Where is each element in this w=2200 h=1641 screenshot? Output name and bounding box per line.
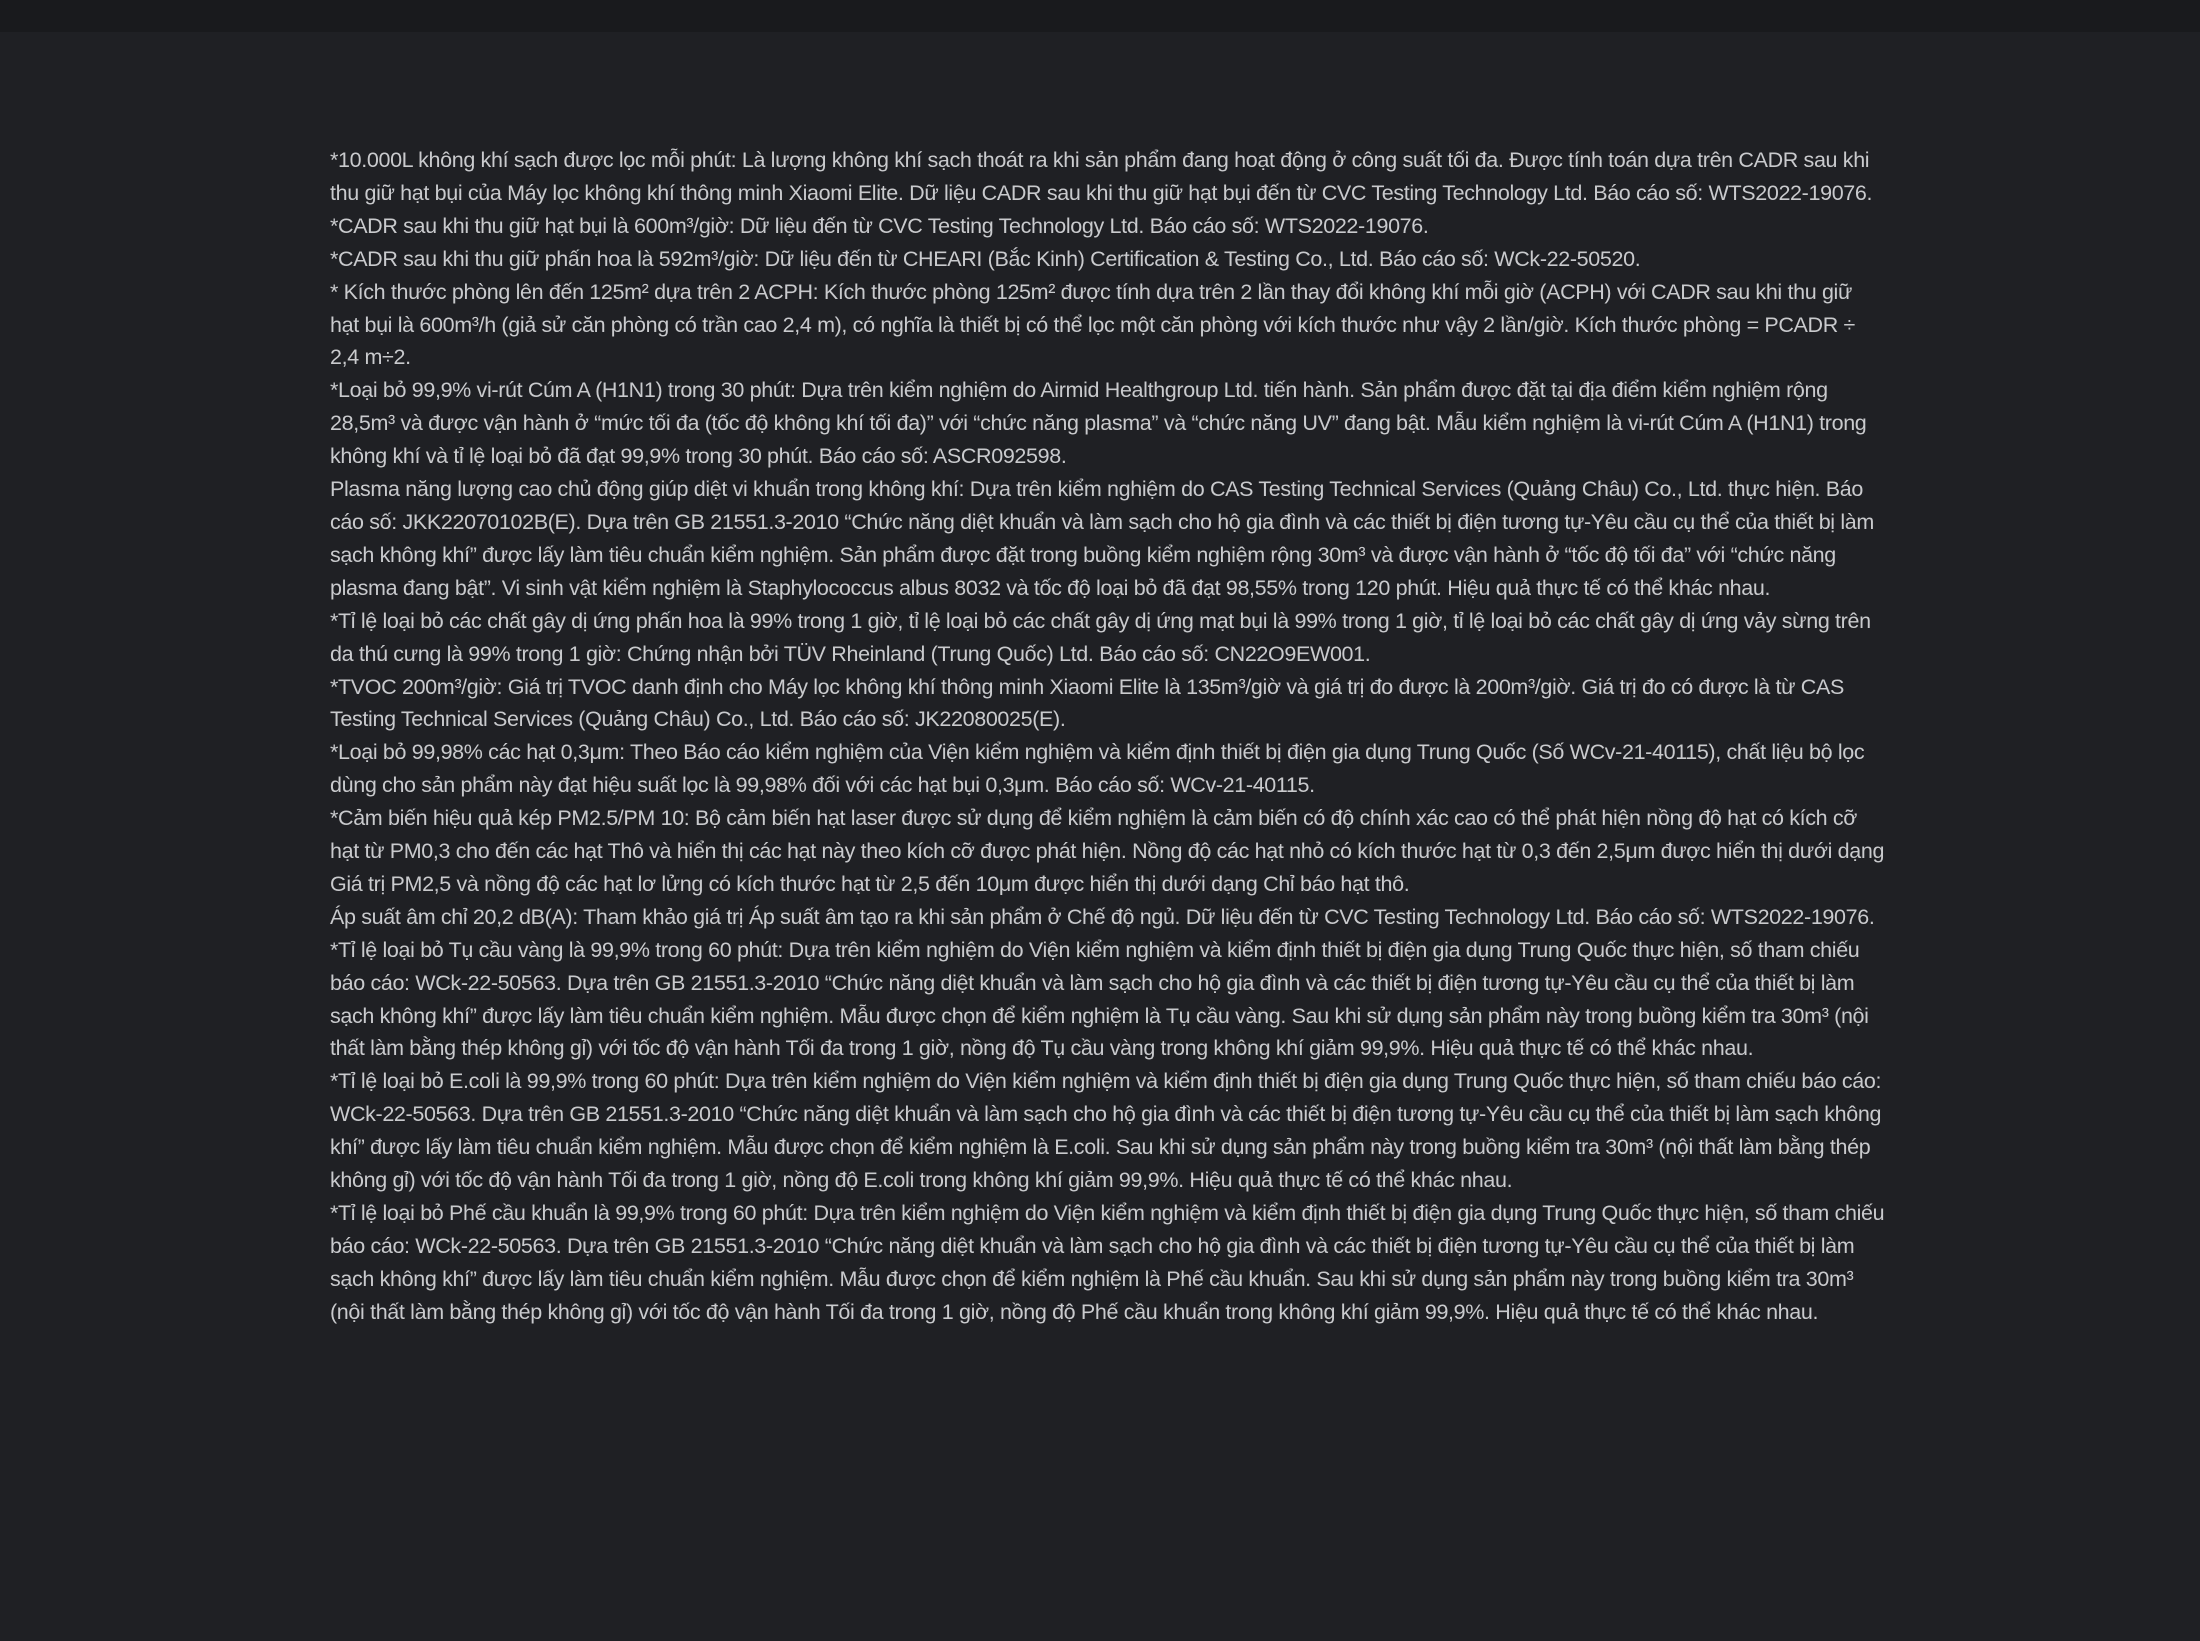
footnote-room-size: * Kích thước phòng lên đến 125m² dựa trên 2 ACPH: Kích thước phòng 125m² được tính dựa trên 2 lần thay đổi không khí mỗi giờ (ACPH) với CADR sau khi thu giữ hạt bụi là 600m³/h (giả sử căn phòng có trần cao 2,4 m), có nghĩa là thiết bị có thể lọc một căn phòng với kích thước như vậy 2 lần/giờ. Kích thước phòng = PCADR ÷ 2,4 m÷2. — [330, 279, 1855, 370]
footnote-sensor: *Cảm biến hiệu quả kép PM2.5/PM 10: Bộ cảm biến hạt laser được sử dụng để kiểm nghiệm là cảm biến có độ chính xác cao có thể phát hiện nồng độ hạt có kích cỡ hạt từ PM0,3 cho đến các hạt Thô và hiển thị các hạt này theo kích cỡ được phát hiện. Nồng độ các hạt nhỏ có kích thước hạt từ 0,3 đến 2,5μm được hiển thị dưới dạng Giá trị PM2,5 và nồng độ các hạt lơ lửng có kích thước hạt từ 2,5 đến 10μm được hiển thị dưới dạng Chỉ báo hạt thô. — [330, 806, 1885, 896]
footnote-ecoli: *Tỉ lệ loại bỏ E.coli là 99,9% trong 60 phút: Dựa trên kiểm nghiệm do Viện kiểm nghiệm và kiểm định thiết bị điện gia dụng Trung Quốc thực hiện, số tham chiếu báo cáo: WCk-22-50563. Dựa trên GB 21551.3-2010 “Chức năng diệt khuẩn và làm sạch cho hộ gia đình và các thiết bị điện tương tự-Yêu cầu cụ thể của thiết bị làm sạch không khí” được lấy làm tiêu chuẩn kiểm nghiệm. Mẫu được chọn để kiểm nghiệm là E.coli. Sau khi sử dụng sản phẩm này trong buồng kiểm tra 30m³ (nội thất làm bằng thép không gỉ) với tốc độ vận hành Tối đa trong 1 giờ, nồng độ E.coli trong không khí giảm 99,9%. Hiệu quả thực tế có thể khác nhau. — [330, 1069, 1882, 1193]
footnote-h1n1: *Loại bỏ 99,9% vi-rút Cúm A (H1N1) trong 30 phút: Dựa trên kiểm nghiệm do Airmid Healthgroup Ltd. tiến hành. Sản phẩm được đặt tại địa điểm kiểm nghiệm rộng 28,5m³ và được vận hành ở “mức tối đa (tốc độ không khí tối đa)” với “chức năng plasma” và “chức năng UV” đang bật. Mẫu kiểm nghiệm là vi-rút Cúm A (H1N1) trong không khí và tỉ lệ loại bỏ đã đạt 99,9% trong 30 phút. Báo cáo số: ASCR092598. — [330, 378, 1867, 469]
footnote-plasma: Plasma năng lượng cao chủ động giúp diệt vi khuẩn trong không khí: Dựa trên kiểm nghiệm do CAS Testing Technical Services (Quảng Châu) Co., Ltd. thực hiện. Báo cáo số: JKK22070102B(E). Dựa trên GB 21551.3-2010 “Chức năng diệt khuẩn và làm sạch cho hộ gia đình và các thiết bị điện tương tự-Yêu cầu cụ thể của thiết bị làm sạch không khí” được lấy làm tiêu chuẩn kiểm nghiệm. Sản phẩm được đặt trong buồng kiểm nghiệm rộng 30m³ và được vận hành ở “tốc độ tối đa” với “chức năng plasma đang bật”. Vi sinh vật kiểm nghiệm là Staphylococcus albus 8032 và tốc độ loại bỏ đã đạt 98,55% trong 120 phút. Hiệu quả thực tế có thể khác nhau. — [330, 477, 1874, 600]
footnote-cadr-pollen: *CADR sau khi thu giữ phấn hoa là 592m³/giờ: Dữ liệu đến từ CHEARI (Bắc Kinh) Certification & Testing Co., Ltd. Báo cáo số: WCk-22-50520. — [330, 246, 1641, 271]
footnotes-block — [330, 144, 1885, 1329]
top-bar — [0, 0, 2200, 32]
footnote-air-volume: *10.000L không khí sạch được lọc mỗi phút: Là lượng không khí sạch thoát ra khi sản phẩm đang hoạt động ở công suất tối đa. Được tính toán dựa trên CADR sau khi thu giữ hạt bụi của Máy lọc không khí thông minh Xiaomi Elite. Dữ liệu CADR sau khi thu giữ hạt bụi đến từ CVC Testing Technology Ltd. Báo cáo số: WTS2022-19076. — [330, 148, 1873, 205]
footnote-pneumococcus: *Tỉ lệ loại bỏ Phế cầu khuẩn là 99,9% trong 60 phút: Dựa trên kiểm nghiệm do Viện kiểm nghiệm và kiểm định thiết bị điện gia dụng Trung Quốc thực hiện, số tham chiếu báo cáo: WCk-22-50563. Dựa trên GB 21551.3-2010 “Chức năng diệt khuẩn và làm sạch cho hộ gia đình và các thiết bị điện tương tự-Yêu cầu cụ thể của thiết bị làm sạch không khí” được lấy làm tiêu chuẩn kiểm nghiệm. Mẫu được chọn để kiểm nghiệm là Phế cầu khuẩn. Sau khi sử dụng sản phẩm này trong buồng kiểm tra 30m³ (nội thất làm bằng thép không gỉ) với tốc độ vận hành Tối đa trong 1 giờ, nồng độ Phế cầu khuẩn trong không khí giảm 99,9%. Hiệu quả thực tế có thể khác nhau. — [330, 1201, 1885, 1324]
footnote-cadr-dust: *CADR sau khi thu giữ hạt bụi là 600m³/giờ: Dữ liệu đến từ CVC Testing Technology Ltd. Báo cáo số: WTS2022-19076. — [330, 213, 1429, 238]
footnote-allergens: *Tỉ lệ loại bỏ các chất gây dị ứng phấn hoa là 99% trong 1 giờ, tỉ lệ loại bỏ các chất gây dị ứng mạt bụi là 99% trong 1 giờ, tỉ lệ loại bỏ các chất gây dị ứng vảy sừng trên da thú cưng là 99% trong 1 giờ: Chứng nhận bởi TÜV Rheinland (Trung Quốc) Ltd. Báo cáo số: CN22O9EW001. — [330, 608, 1871, 666]
footnote-staphylococcus: *Tỉ lệ loại bỏ Tụ cầu vàng là 99,9% trong 60 phút: Dựa trên kiểm nghiệm do Viện kiểm nghiệm và kiểm định thiết bị điện gia dụng Trung Quốc thực hiện, số tham chiếu báo cáo: WCk-22-50563. Dựa trên GB 21551.3-2010 “Chức năng diệt khuẩn và làm sạch cho hộ gia đình và các thiết bị điện tương tự-Yêu cầu cụ thể của thiết bị làm sạch không khí” được lấy làm tiêu chuẩn kiểm nghiệm. Mẫu được chọn để kiểm nghiệm là Tụ cầu vàng. Sau khi sử dụng sản phẩm này trong buồng kiểm tra 30m³ (nội thất làm bằng thép không gỉ) với tốc độ vận hành Tối đa trong 1 giờ, nồng độ Tụ cầu vàng trong không khí giảm 99,9%. Hiệu quả thực tế có thể khác nhau. — [330, 937, 1869, 1061]
footnote-particles: *Loại bỏ 99,98% các hạt 0,3μm: Theo Báo cáo kiểm nghiệm của Viện kiểm nghiệm và kiểm định thiết bị điện gia dụng Trung Quốc (Số WCv-21-40115), chất liệu bộ lọc dùng cho sản phẩm này đạt hiệu suất lọc là 99,98% đối với các hạt bụi 0,3μm. Báo cáo số: WCv-21-40115. — [330, 740, 1865, 798]
footnote-tvoc: *TVOC 200m³/giờ: Giá trị TVOC danh định cho Máy lọc không khí thông minh Xiaomi Elite là 135m³/giờ và giá trị đo được là 200m³/giờ. Giá trị đo có được là từ CAS Testing Technical Services (Quảng Châu) Co., Ltd. Báo cáo số: JK22080025(E). — [330, 674, 1844, 732]
footnote-noise: Áp suất âm chỉ 20,2 dB(A): Tham khảo giá trị Áp suất âm tạo ra khi sản phẩm ở Chế độ ngủ. Dữ liệu đến từ CVC Testing Technology Ltd. Báo cáo số: WTS2022-19076. — [330, 904, 1875, 929]
